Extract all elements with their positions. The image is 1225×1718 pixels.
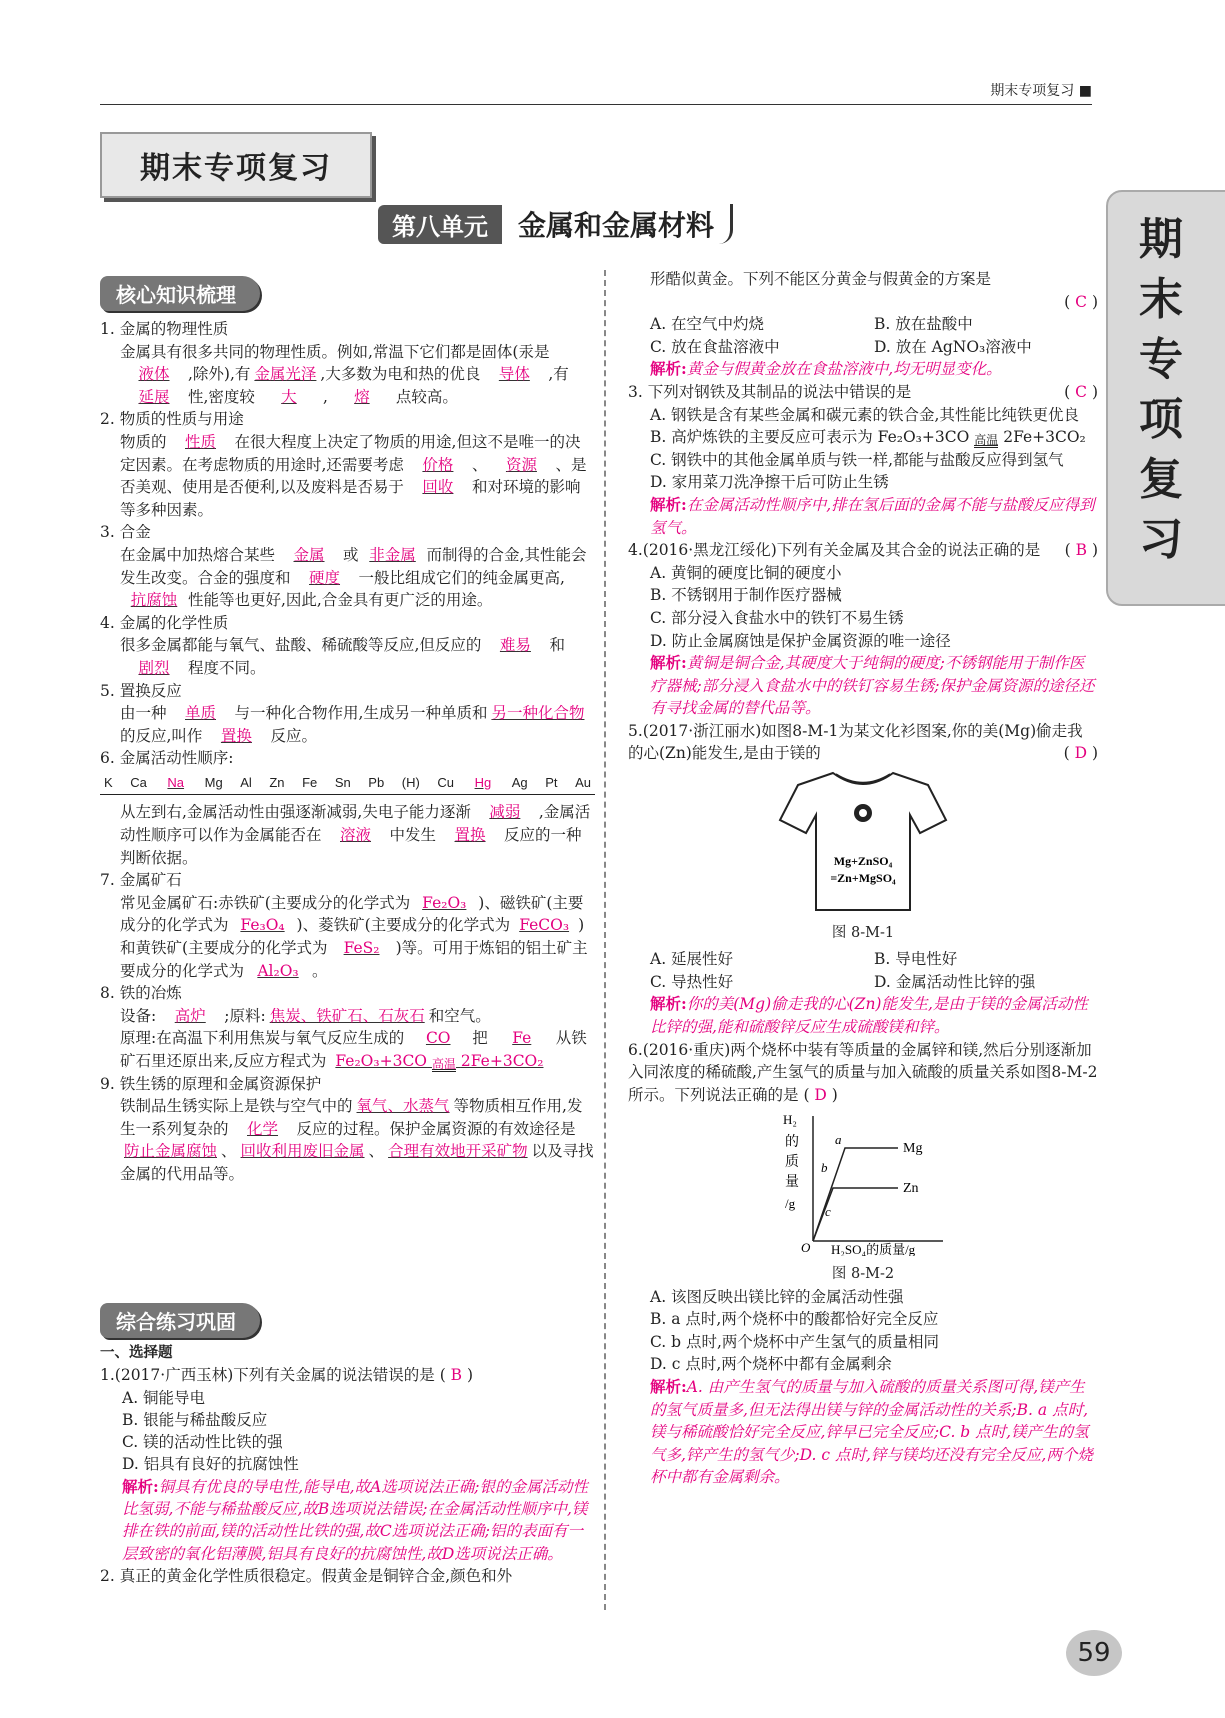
q4-option-c: C. 部分浸入食盐水中的铁钉不易生锈: [650, 608, 904, 627]
column-divider: [604, 270, 606, 1610]
q3-option-b: B. 高炉炼铁的主要反应可表示为 Fe₂O₃+3CO 高温 2Fe+3CO₂: [650, 428, 1086, 448]
answer-blank: 大: [281, 387, 297, 406]
answer-blank: CO: [425, 1029, 451, 1048]
answer-blank: 金属: [293, 545, 325, 564]
side-tab-label: 期末专项复习: [1139, 214, 1183, 565]
answer-blank: Al₂O₃: [257, 961, 299, 980]
answer-blank: FeS₂: [343, 939, 380, 958]
q6-explanation: 解析:A. 由产生氢气的质量与加入硫酸的质量关系图可得,镁产生的氢气质量多,但无法得出镁与锌的金属活动性的关系;B. a 点时,镁与稀硫酸恰好完全反应,锌早已完全反应;C. b 点时,镁产生的氢气多,锌产生的氢气少;D. c 点时,锌与镁均还没有完全反应,两个烧杯中都有金属剩余。: [650, 1376, 1093, 1487]
svg-text:=Zn+MgSO₄: =Zn+MgSO₄: [830, 871, 896, 886]
answer-blank: 价格: [422, 455, 454, 474]
q5-options-row1: A. 延展性好 B. 导电性好: [650, 950, 958, 969]
svg-text:a: a: [835, 1132, 842, 1148]
q2-answer: C: [1075, 292, 1088, 311]
answer-blank: 抗腐蚀: [130, 591, 178, 610]
answer-blank: 减弱: [489, 803, 521, 822]
q5-stem: 5.(2017·浙江丽水)如图8-M-1为某文化衫图案,你的美(Mg)偷走我的心(Zn)能发生,是由于镁的 ( D ): [628, 721, 1098, 763]
answer-blank: FeCO₃: [519, 916, 570, 935]
q6-stem: 6.(2016·重庆)两个烧杯中装有等质量的金属锌和镁,然后分别逐渐加入同浓度的稀硫酸,产生氢气的质量与加入硫酸的质量关系如图8-M-2所示。下列说法正确的是 ( D ): [628, 1040, 1098, 1104]
q4-answer: B: [1075, 541, 1088, 560]
q2-answer-line: ( C ): [1064, 292, 1098, 311]
answer-blank: 资源: [505, 455, 537, 474]
svg-text:c: c: [825, 1204, 831, 1220]
q2-options-row2: C. 放在食盐溶液中 D. 放在 AgNO₃溶液中: [650, 337, 1032, 356]
hydrogen-graph: [763, 1106, 963, 1256]
answer-blank: 回收: [422, 478, 454, 497]
answer-blank: 防止金属腐蚀: [124, 1142, 218, 1161]
answer-blank: Fe: [512, 1029, 532, 1048]
q2-options-row1: A. 在空气中灼烧 B. 放在盐酸中: [650, 315, 973, 334]
q6-answer: D: [814, 1085, 827, 1104]
q1-option-d: D. 铝具有良好的抗腐蚀性: [122, 1455, 299, 1474]
answer-blank: 焦炭、铁矿石、石灰石: [269, 1006, 425, 1025]
answer-blank: 回收利用废旧金属: [240, 1142, 365, 1161]
tshirt-figure: [628, 765, 1098, 922]
q6-option-d: D. c 点时,两个烧杯中都有金属剩余: [650, 1355, 892, 1374]
answer-blank: 金属光泽: [254, 365, 317, 384]
k5-head: 5. 置换反应: [100, 681, 182, 700]
k1-head: 1. 金属的物理性质: [100, 320, 229, 338]
k5-body: 由一种 单质 与一种化合物作用,生成另一种单质和 另一种化合物的反应,叫作 置换 反应。: [100, 702, 595, 747]
q4-explanation: 解析:黄铜是铜合金,其硬度大于纯铜的硬度;不锈钢能用于制作医疗器械;部分浸入食盐水中的铁钉容易生锈;保护金属资源的途径还有寻找金属的替代品等。: [650, 653, 1095, 718]
svg-text:H₂SO₄的质量/g: H₂SO₄的质量/g: [831, 1242, 916, 1257]
select-heading: 一、选择题: [100, 1345, 173, 1361]
section-core: [100, 276, 260, 310]
svg-text:/g: /g: [785, 1196, 796, 1212]
svg-text:量: 量: [785, 1175, 799, 1191]
q6-option-a: A. 该图反映出镁比锌的金属活动性强: [650, 1287, 904, 1306]
k1-body: 金属具有很多共同的物理性质。例如,常温下它们都是固体(汞是液体 ,除外),有 金属光泽 ,大多数为电和热的优良 导体 ,有延展 性,密度较 大 , 熔 点较高。: [100, 341, 595, 409]
unit-banner: [378, 204, 733, 244]
k6-body: 从左到右,金属活动性由强逐渐减弱,失电子能力逐渐 减弱 ,金属活动性顺序可以作为金属能否在 溶液 中发生 置换 反应的一种判断依据。: [120, 803, 591, 867]
q4-stem: 4.(2016·黑龙江绥化)下列有关金属及其合金的说法正确的是 ( B ): [628, 541, 1098, 560]
q4-option-d: D. 防止金属腐蚀是保护金属资源的唯一途径: [650, 631, 951, 650]
q1-option-c: C. 镁的活动性比铁的强: [122, 1433, 283, 1452]
svg-text:Mg: Mg: [903, 1141, 923, 1157]
header-text: 期末专项复习 ■: [990, 83, 1092, 99]
unit-label: 第八单元: [378, 205, 502, 244]
answer-blank: 单质: [185, 704, 217, 723]
answer-blank: 熔: [354, 387, 370, 406]
q3-option-c: C. 钢铁中的其他金属单质与铁一样,都能与盐酸反应得到氢气: [650, 450, 1064, 469]
q2-stem-cont: 形酷似黄金。下列不能区分黄金与假黄金的方案是: [650, 270, 992, 288]
svg-text:Zn: Zn: [903, 1181, 919, 1197]
k9-body: 铁制品生锈实际上是铁与空气中的 氧气、水蒸气 等物质相互作用,发生一系列复杂的 化学 反应的过程。保护金属资源的有效途径是防止金属腐蚀 、 回收利用废旧金属 、 合理有效地开采矿物 以及寻找金属的代用品等。: [120, 1097, 594, 1183]
k6-head: 6. 金属活动性顺序:: [100, 749, 234, 768]
section-practice-label: 综合练习巩固: [100, 1303, 260, 1338]
right-column: [628, 268, 1098, 1489]
k2-body: 物质的 性质 在很大程度上决定了物质的用途,但这不是唯一的决定因素。在考虑物质的用途时,还需要考虑 价格 、 资源 、是否美观、使用是否便利,以及废料是否易于 回收 和对环境的影响等多种因素。: [120, 432, 587, 519]
unit-name: 金属和金属材料: [502, 204, 733, 244]
q6-option-b: B. a 点时,两个烧杯中的酸都恰好完全反应: [650, 1310, 939, 1329]
answer-blank: 氧气、水蒸气: [356, 1097, 450, 1116]
section-core-label: 核心知识梳理: [100, 276, 260, 311]
graph-figure: [628, 1106, 1098, 1263]
q5-options-row2: C. 导热性好 D. 金属活动性比锌的强: [650, 972, 1036, 991]
answer-blank: 置换: [220, 726, 252, 745]
q5-explanation: 解析:你的美(Mg)偷走我的心(Zn)能发生,是由于镁的金属活动性比锌的强,能和硫酸锌反应生成硫酸镁和锌。: [650, 994, 1088, 1037]
answer-blank: 性质: [185, 432, 217, 451]
q3-option-a: A. 钢铁是含有某些金属和碳元素的铁合金,其性能比纯铁更优良: [650, 405, 1079, 424]
page-title: 期末专项复习: [100, 132, 372, 198]
q1-option-b: B. 银能与稀盐酸反应: [122, 1410, 268, 1429]
tshirt-image: [778, 765, 948, 915]
k8-head: 8. 铁的冶炼: [100, 984, 182, 1003]
q1-answer: B: [450, 1366, 463, 1385]
answer-blank: 难易: [499, 636, 531, 655]
running-header: [100, 78, 1092, 105]
svg-text:质: 质: [785, 1155, 799, 1171]
q4-option-a: A. 黄铜的硬度比铜的硬度小: [650, 563, 842, 582]
activity-series: K Ca Na Mg Al Zn Fe Sn Pb (H) Cu Hg Ag Pt Au: [100, 772, 595, 796]
q3-option-d: D. 家用菜刀洗净擦干后可防止生锈: [650, 473, 889, 492]
answer-blank: 高炉: [174, 1006, 206, 1025]
answer-blank: Fe₃O₄: [240, 916, 285, 935]
q2-explanation: 解析:黄金与假黄金放在食盐溶液中,均无明显变化。: [650, 359, 1002, 379]
k2-head: 2. 物质的性质与用途: [100, 410, 244, 429]
q1-option-a: A. 铜能导电: [122, 1388, 206, 1407]
k9-head: 9. 铁生锈的原理和金属资源保护: [100, 1074, 322, 1093]
k4-head: 4. 金属的化学性质: [100, 613, 229, 632]
answer-blank: 延展: [138, 387, 170, 406]
q2-stem-start: 2. 真正的黄金化学性质很稳定。假黄金是铜锌合金,颜色和外: [100, 1566, 513, 1585]
answer-blank: 化学: [247, 1119, 279, 1138]
svg-text:b: b: [821, 1160, 828, 1176]
page-number: 59: [1066, 1630, 1122, 1676]
q1-stem: 1.(2017·广西玉林)下列有关金属的说法错误的是 ( B ): [100, 1366, 474, 1385]
equation-blank: Fe₂O₃+3CO 高温 2Fe+3CO₂: [335, 1052, 544, 1071]
q1-explanation: 解析:铜具有优良的导电性,能导电,故A选项说法正确;银的金属活动性比氢弱,不能与稀盐酸反应,故B选项说法错误;在金属活动性顺序中,镁排在铁的前面,镁的活动性比铁的强,故C选项说法正确;铝的表面有一层致密的氧化铝薄膜,铝具有良好的抗腐蚀性,故D选项说法正确。: [122, 1476, 589, 1563]
k3-body: 在金属中加热熔合某些 金属 或 非金属 而制得的合金,其性能会发生改变。合金的强度和 硬度 一般比组成它们的纯金属更高,抗腐蚀 性能等也更好,因此,合金具有更广泛的用途。: [100, 544, 595, 612]
q3-explanation: 解析:在金属活动性顺序中,排在氢后面的金属不能与盐酸反应得到氢气。: [650, 494, 1095, 537]
k7-head: 7. 金属矿石: [100, 871, 182, 890]
answer-blank: 导体: [498, 365, 530, 384]
q5-answer: D: [1074, 744, 1088, 763]
fig1-caption: 图 8-M-1: [831, 924, 895, 941]
k3-head: 3. 合金: [100, 523, 151, 542]
svg-text:H₂: H₂: [783, 1112, 797, 1128]
answer-blank: 硬度: [309, 568, 341, 587]
fig2-caption: 图 8-M-2: [831, 1266, 895, 1282]
answer-blank: 非金属: [369, 545, 416, 564]
q3-answer: C: [1075, 382, 1088, 401]
q3-stem: 3. 下列对钢铁及其制品的说法中错误的是 ( C ): [628, 382, 1098, 401]
left-column: [100, 318, 595, 1186]
answer-blank: 另一种化合物: [491, 704, 585, 723]
answer-blank: 置换: [454, 826, 486, 845]
answer-blank: 剧烈: [138, 658, 170, 677]
q4-option-b: B. 不锈钢用于制作医疗器械: [650, 586, 842, 605]
q6-option-c: C. b 点时,两个烧杯中产生氢气的质量相同: [650, 1332, 939, 1351]
svg-text:Mg+ZnSO₄: Mg+ZnSO₄: [833, 854, 893, 869]
answer-blank: 液体: [138, 365, 170, 384]
k7-body: 常见金属矿石:赤铁矿(主要成分的化学式为 Fe₂O₃ )、磁铁矿(主要成分的化学式为 Fe₃O₄ )、菱铁矿(主要成分的化学式为 FeCO₃ )和黄铁矿(主要成分的化学式为 FeS₂ )等。可用于炼铝的铝土矿主要成分的化学式为 Al₂O₃ 。: [100, 892, 595, 982]
answer-blank: Fe₂O₃: [422, 893, 467, 912]
svg-text:O: O: [801, 1240, 811, 1256]
answer-blank: 合理有效地开采矿物: [388, 1142, 528, 1161]
left-questions: [100, 1342, 595, 1587]
answer-blank: 溶液: [340, 826, 372, 845]
section-practice: [100, 1303, 260, 1337]
k4-body: 很多金属都能与氧气、盐酸、稀硫酸等反应,但反应的 难易 和剧烈 程度不同。: [100, 634, 595, 679]
svg-text:的: 的: [785, 1135, 799, 1151]
k8-body: 设备: 高炉 ;原料: 焦炭、铁矿石、石灰石 和空气。 原理:在高温下利用焦炭与氧气反应生成的 CO 把 Fe 从铁矿石里还原出来,反应方程式为 Fe₂O₃+3CO 高温 2Fe+3CO₂: [120, 1006, 587, 1071]
side-tab: [1106, 190, 1225, 606]
